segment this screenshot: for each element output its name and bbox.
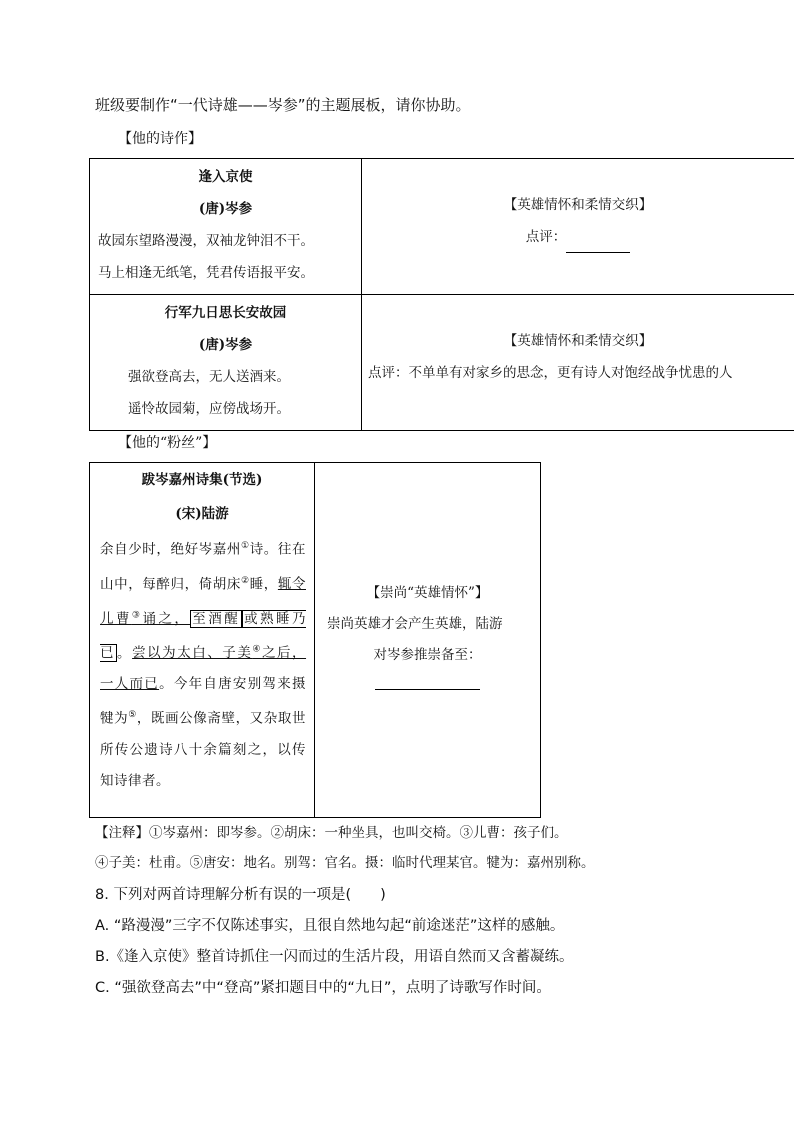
- comment3-answer-blank[interactable]: [375, 675, 480, 690]
- comment1-heading: 【英雄情怀和柔情交织】: [503, 197, 653, 213]
- comment3-line-1: 崇尚英雄才会产生英雄，陆游: [327, 616, 503, 632]
- comment2-cell: [362, 295, 794, 431]
- poem1-line-2: 马上相逢无纸笔，凭君传语报平安。: [98, 265, 314, 281]
- comment1-cell: [362, 159, 794, 295]
- option-b[interactable]: B.《逢入京使》整首诗抓住一闪而过的生活片段，用语自然而又含蓄凝练。: [95, 949, 574, 965]
- comment2-text: 点评：不单单有对家乡的思念，更有诗人对饱经战争忧患的人: [368, 365, 733, 381]
- prose-author: (宋)陆游: [175, 506, 229, 522]
- prose-body: 余自少时，绝好岑嘉州①诗。往在山中，每醉归，倚胡床②睡，辄令儿曹③诵之， 至酒醒 或熟睡乃已 。尝以为太白、子美④之后，一人而已。今年自唐安别驾来摄犍为⑤，既画公像斋壁，又杂取世所传公遗诗八十余篇刻之，以传知诗律者。: [100, 541, 307, 789]
- underlined-phrase-1: 辄令儿曹③诵之，: [100, 576, 306, 627]
- option-c[interactable]: C. “强欲登高去”中“登高”紧扣题目中的“九日”，点明了诗歌写作时间。: [95, 980, 551, 996]
- section-title-fans: 【他的“粉丝”】: [118, 435, 217, 451]
- question-stem: 8. 下列对两首诗理解分析有误的一项是( ): [95, 887, 386, 903]
- note-ref-2: ②: [241, 575, 250, 586]
- fans-table: [89, 462, 541, 818]
- underlined-phrase-2: 尝以为太白、子美④之后，一人而已: [100, 644, 307, 692]
- poem1-cell: [90, 159, 362, 295]
- poem2-author: (唐)岑参: [198, 337, 253, 353]
- option-a[interactable]: A. “路漫漫”三字不仅陈述事实，且很自然地勾起“前途迷茫”这样的感触。: [95, 918, 565, 934]
- boxed-phrase-2: 或熟睡乃已: [100, 610, 307, 661]
- prose-title: 跋岑嘉州诗集(节选): [141, 472, 263, 488]
- poems-table: [89, 158, 794, 431]
- comment1-answer-blank[interactable]: [566, 238, 630, 253]
- prose-cell: [90, 463, 315, 818]
- annotation-line-1: 【注释】①岑嘉州：即岑参。②胡床：一种坐具，也叫交椅。③儿曹：孩子们。: [95, 825, 568, 841]
- note-ref-5: ⑤: [128, 710, 137, 720]
- poem2-cell: [90, 295, 362, 431]
- intro-text: 班级要制作“一代诗雄——岑参”的主题展板，请你协助。: [95, 96, 471, 114]
- comment1-label: 点评：: [525, 229, 567, 245]
- annotation-line-2: ④子美：杜甫。⑤唐安：地名。别驾：官名。摄：临时代理某官。犍为：嘉州别称。: [95, 855, 595, 871]
- poem1-author: (唐)岑参: [198, 201, 253, 217]
- boxed-phrase-1: 至酒醒: [192, 610, 241, 627]
- poem2-line-1: 强欲登高去，无人送酒来。: [128, 369, 290, 385]
- comment3-cell: [315, 463, 541, 818]
- poem1-line-1: 故园东望路漫漫，双袖龙钟泪不干。: [98, 233, 314, 249]
- comment3-heading: 【崇尚“英雄情怀”】: [366, 585, 489, 601]
- poem2-line-2: 遥怜故园菊，应傍战场开。: [128, 401, 290, 417]
- comment2-heading: 【英雄情怀和柔情交织】: [503, 333, 653, 349]
- note-ref-1: ①: [241, 541, 250, 551]
- section-title-poems: 【他的诗作】: [118, 131, 202, 147]
- comment3-line-2: 对岑参推崇备至：: [373, 647, 482, 663]
- poem2-title: 行军九日思长安故园: [164, 305, 287, 321]
- poem1-title: 逢入京使: [198, 169, 253, 185]
